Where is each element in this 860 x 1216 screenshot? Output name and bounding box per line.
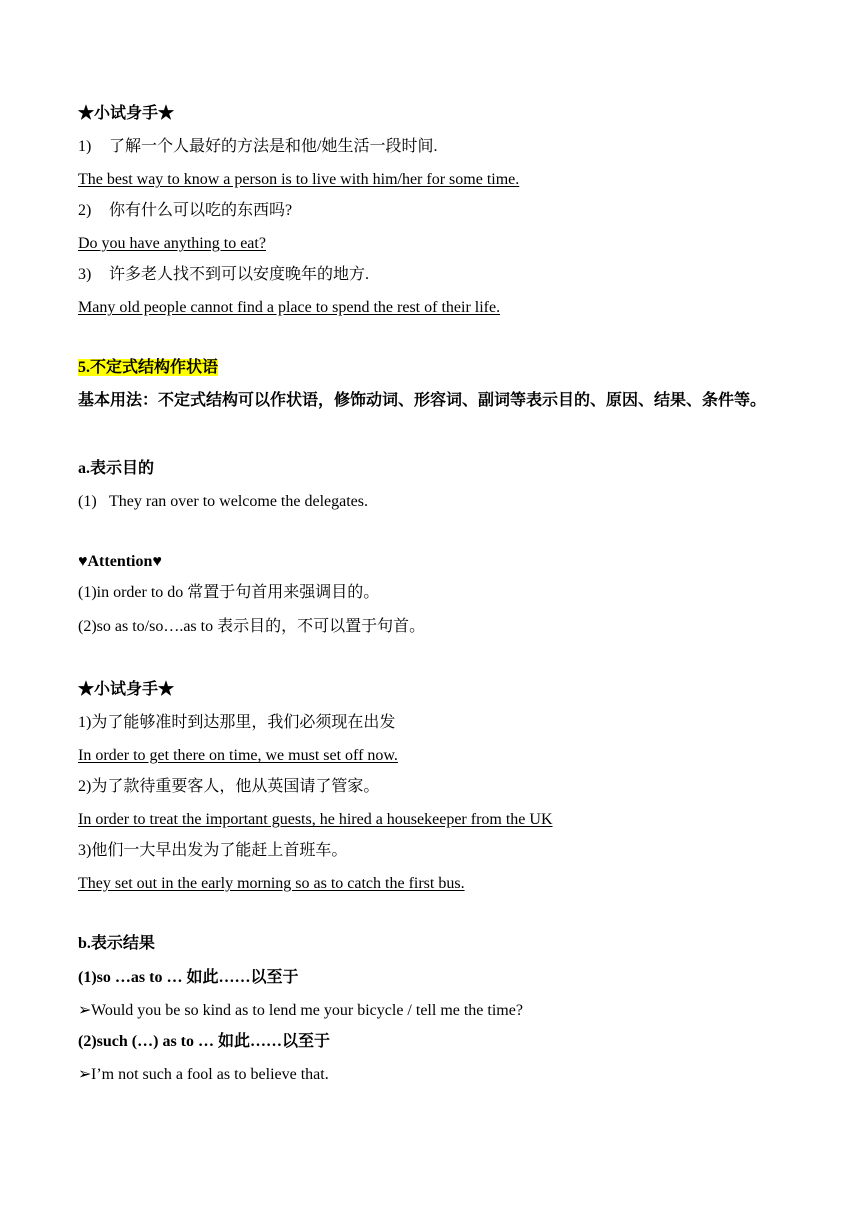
- example-text: They ran over to welcome the delegates.: [109, 493, 368, 510]
- practice-question-3: 3)他们一大早出发为了能赶上首班车。: [78, 842, 348, 859]
- practice-question-1: 1)为了能够准时到达那里，我们必须现在出发: [78, 714, 396, 731]
- question-3: [78, 265, 369, 285]
- practice-question-2: 2)为了款待重要客人，他从英国请了管家。: [78, 778, 380, 795]
- question-text: 了解一个人最好的方法是和他/她生活一段时间.: [109, 138, 438, 155]
- question-number: 2): [78, 202, 92, 219]
- arrow-bullet-icon: ➢: [78, 1066, 92, 1083]
- basic-usage: 基本用法：不定式结构可以作状语，修饰动词、形容词、副词等表示目的、原因、结果、条件等。: [78, 392, 767, 409]
- answer-2: Do you have anything to eat?: [78, 235, 266, 252]
- result-pattern-2: (2)such (…) as to … 如此……以至于: [78, 1033, 330, 1050]
- arrow-bullet-icon: ➢: [78, 1002, 92, 1019]
- question-number: 3): [78, 266, 92, 283]
- result-example-1: [78, 1001, 523, 1021]
- question-1: [78, 137, 437, 157]
- question-text: 你有什么可以吃的东西吗?: [109, 202, 293, 219]
- subheading-result: b.表示结果: [78, 935, 155, 952]
- attention-item-2: (2)so as to/so….as to 表示目的，不可以置于句首。: [78, 618, 426, 635]
- question-number: 1): [78, 138, 92, 155]
- result-example-2: [78, 1065, 329, 1085]
- attention-header: ♥Attention♥: [78, 553, 162, 570]
- section-title: [78, 358, 218, 378]
- answer-3: Many old people cannot find a place to spend the rest of their life.: [78, 299, 501, 316]
- result-pattern-1: (1)so …as to … 如此……以至于: [78, 969, 299, 986]
- answer-1: The best way to know a person is to live with him/her for some time.: [78, 171, 520, 188]
- subheading-purpose: a.表示目的: [78, 460, 155, 477]
- practice-header-1: ★小试身手★: [78, 105, 175, 122]
- practice-answer-2: In order to treat the important guests, he hired a housekeeper from the UK: [78, 811, 553, 828]
- question-text: 许多老人找不到可以安度晚年的地方.: [109, 266, 370, 283]
- practice-header-2: ★小试身手★: [78, 681, 175, 698]
- example-text: I’m not such a fool as to believe that.: [91, 1066, 329, 1083]
- practice-answer-1: In order to get there on time, we must set off now.: [78, 747, 398, 764]
- practice-answer-3: They set out in the early morning so as to catch the first bus.: [78, 875, 465, 892]
- example-purpose: [78, 492, 368, 512]
- example-number: (1): [78, 493, 97, 510]
- question-2: [78, 201, 292, 221]
- attention-item-1: (1)in order to do 常置于句首用来强调目的。: [78, 584, 380, 601]
- highlighted-title: 5.不定式结构作状语: [78, 359, 219, 376]
- example-text: Would you be so kind as to lend me your bicycle / tell me the time?: [91, 1002, 523, 1019]
